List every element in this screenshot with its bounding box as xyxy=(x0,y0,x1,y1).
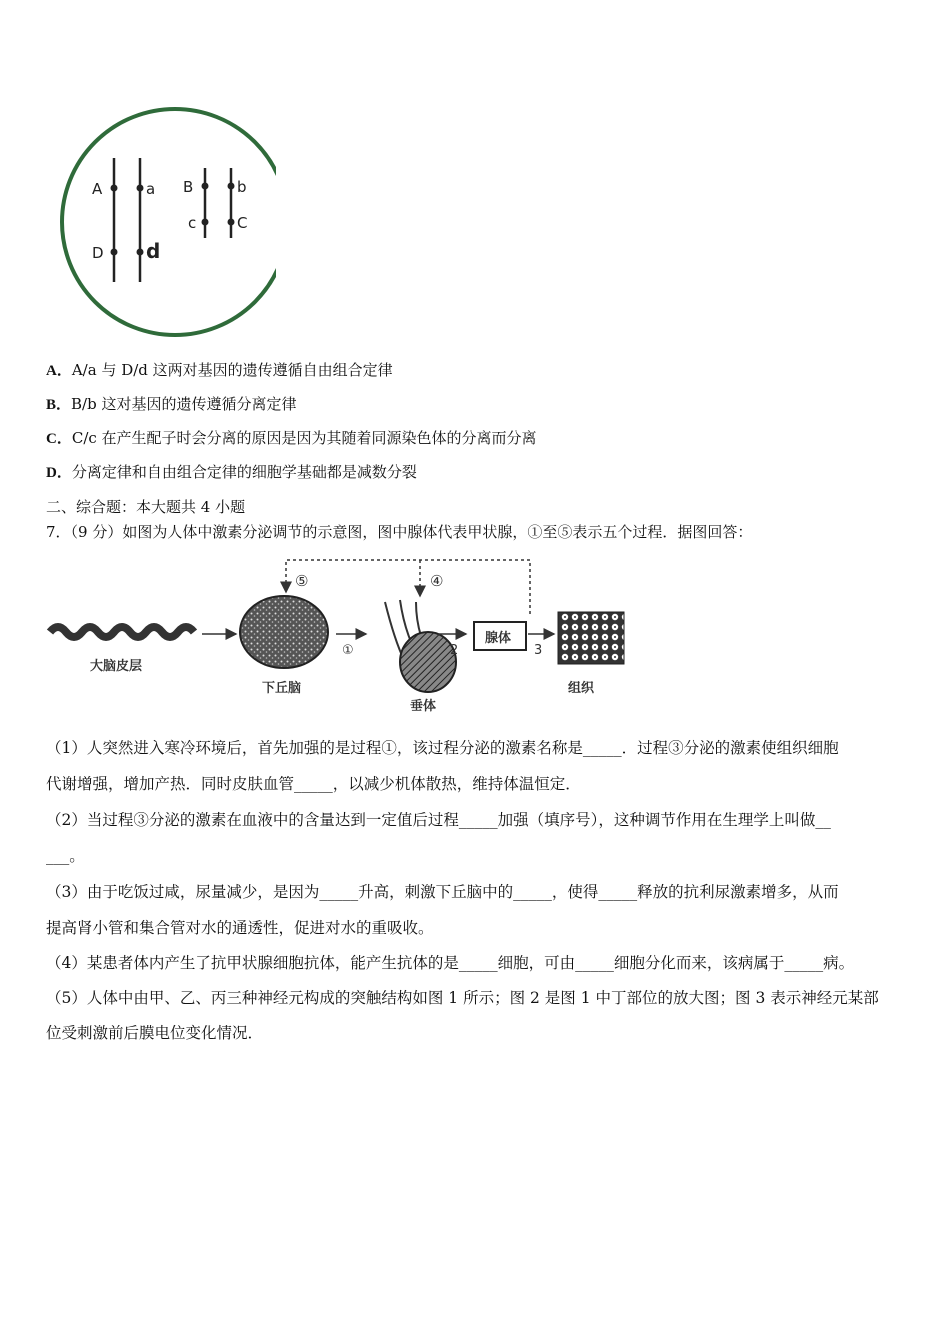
subquestion-1-line-1: （1）人突然进入寒冷环境后，首先加强的是过程①，该过程分泌的激素名称是_____．过程③分泌的激素使组织细胞 xyxy=(46,739,839,757)
gene-label-c: c xyxy=(188,214,197,232)
hypothalamus-label: 下丘脑 xyxy=(262,681,302,696)
option-letter: D． xyxy=(46,465,72,481)
gene-locus xyxy=(111,185,118,192)
option-text: A/a 与 D/d 这两对基因的遗传遵循自由组合定律 xyxy=(71,361,393,379)
option-letter: C． xyxy=(46,431,72,447)
subquestion-5-line-1: （5）人体中由甲、乙、丙三种神经元构成的突触结构如图 1 所示；图 2 是图 1 中丁部位的放大图；图 3 表示神经元某部 xyxy=(46,989,879,1007)
gland-label: 腺体 xyxy=(485,631,512,646)
tissue-label: 组织 xyxy=(568,681,595,696)
subquestion-3-line-1: （3）由于吃饭过咸，尿量减少，是因为_____升高，刺激下丘脑中的_____，使得_____释放的抗利尿激素增多，从而 xyxy=(46,883,839,901)
subquestion-3-line-2: 提高肾小管和集合管对水的通透性，促进对水的重吸收。 xyxy=(46,919,434,937)
process-5-label: ⑤ xyxy=(295,572,309,590)
gene-locus xyxy=(202,219,209,226)
gene-locus xyxy=(111,249,118,256)
question-7-stem: 7．（9 分）如图为人体中激素分泌调节的示意图，图中腺体代表甲状腺，①至⑤表示五个过程．据图回答： xyxy=(46,523,753,541)
option-a xyxy=(46,360,393,381)
gene-label-A: A xyxy=(92,180,103,198)
gene-locus xyxy=(202,183,209,190)
subquestion-2-line-1: （2）当过程③分泌的激素在血液中的含量达到一定值后过程_____加强（填序号），这种调节作用在生理学上叫做__ xyxy=(46,811,831,829)
gene-locus xyxy=(228,219,235,226)
process-2-label: 2 xyxy=(450,643,459,658)
section-heading: 二、综合题：本大题共 4 小题 xyxy=(46,498,246,516)
gene-label-d: d xyxy=(146,239,161,263)
subquestion-5-line-2: 位受刺激前后膜电位变化情况． xyxy=(46,1024,264,1042)
pituitary-shape xyxy=(400,632,459,692)
cerebral-cortex-label: 大脑皮层 xyxy=(90,659,143,674)
subquestion-4-line-1: （4）某患者体内产生了抗甲状腺细胞抗体，能产生抗体的是_____细胞，可由_____细胞分化而来，该病属于_____病。 xyxy=(46,954,855,972)
subquestion-2-line-2: ___。 xyxy=(46,847,85,865)
hormone-regulation-diagram xyxy=(40,552,640,722)
gene-label-a: a xyxy=(146,180,156,198)
gene-label-D: D xyxy=(92,244,104,262)
option-text: 分离定律和自由组合定律的细胞学基础都是减数分裂 xyxy=(71,463,417,481)
gene-label-b: b xyxy=(237,178,247,196)
tissue-shape xyxy=(558,612,624,664)
option-c xyxy=(46,428,537,449)
process-4-label: ④ xyxy=(430,572,444,590)
option-letter: A． xyxy=(46,363,72,379)
gene-label-C: C xyxy=(237,214,248,232)
hypothalamus-shape xyxy=(240,596,328,668)
process-1-label: ① xyxy=(342,643,354,658)
option-text: B/b 这对基因的遗传遵循分离定律 xyxy=(71,395,297,413)
gene-locus xyxy=(228,183,235,190)
cerebral-cortex-shape xyxy=(50,627,194,637)
option-letter: B． xyxy=(46,397,72,413)
process-3-label: 3 xyxy=(534,643,543,658)
feedback-process-5 xyxy=(286,560,530,614)
pituitary-label: 垂体 xyxy=(410,699,437,714)
gene-locus xyxy=(137,249,144,256)
option-b xyxy=(46,394,296,415)
chromosome-cell-figure xyxy=(50,100,290,345)
cell-outline xyxy=(62,109,288,335)
subquestion-1-line-2: 代谢增强，增加产热．同时皮肤血管_____，以减少机体散热，维持体温恒定． xyxy=(46,775,581,793)
gene-locus xyxy=(137,185,144,192)
gene-label-B: B xyxy=(183,178,194,196)
option-d xyxy=(46,462,417,483)
option-text: C/c 在产生配子时会分离的原因是因为其随着同源染色体的分离而分离 xyxy=(71,429,537,447)
